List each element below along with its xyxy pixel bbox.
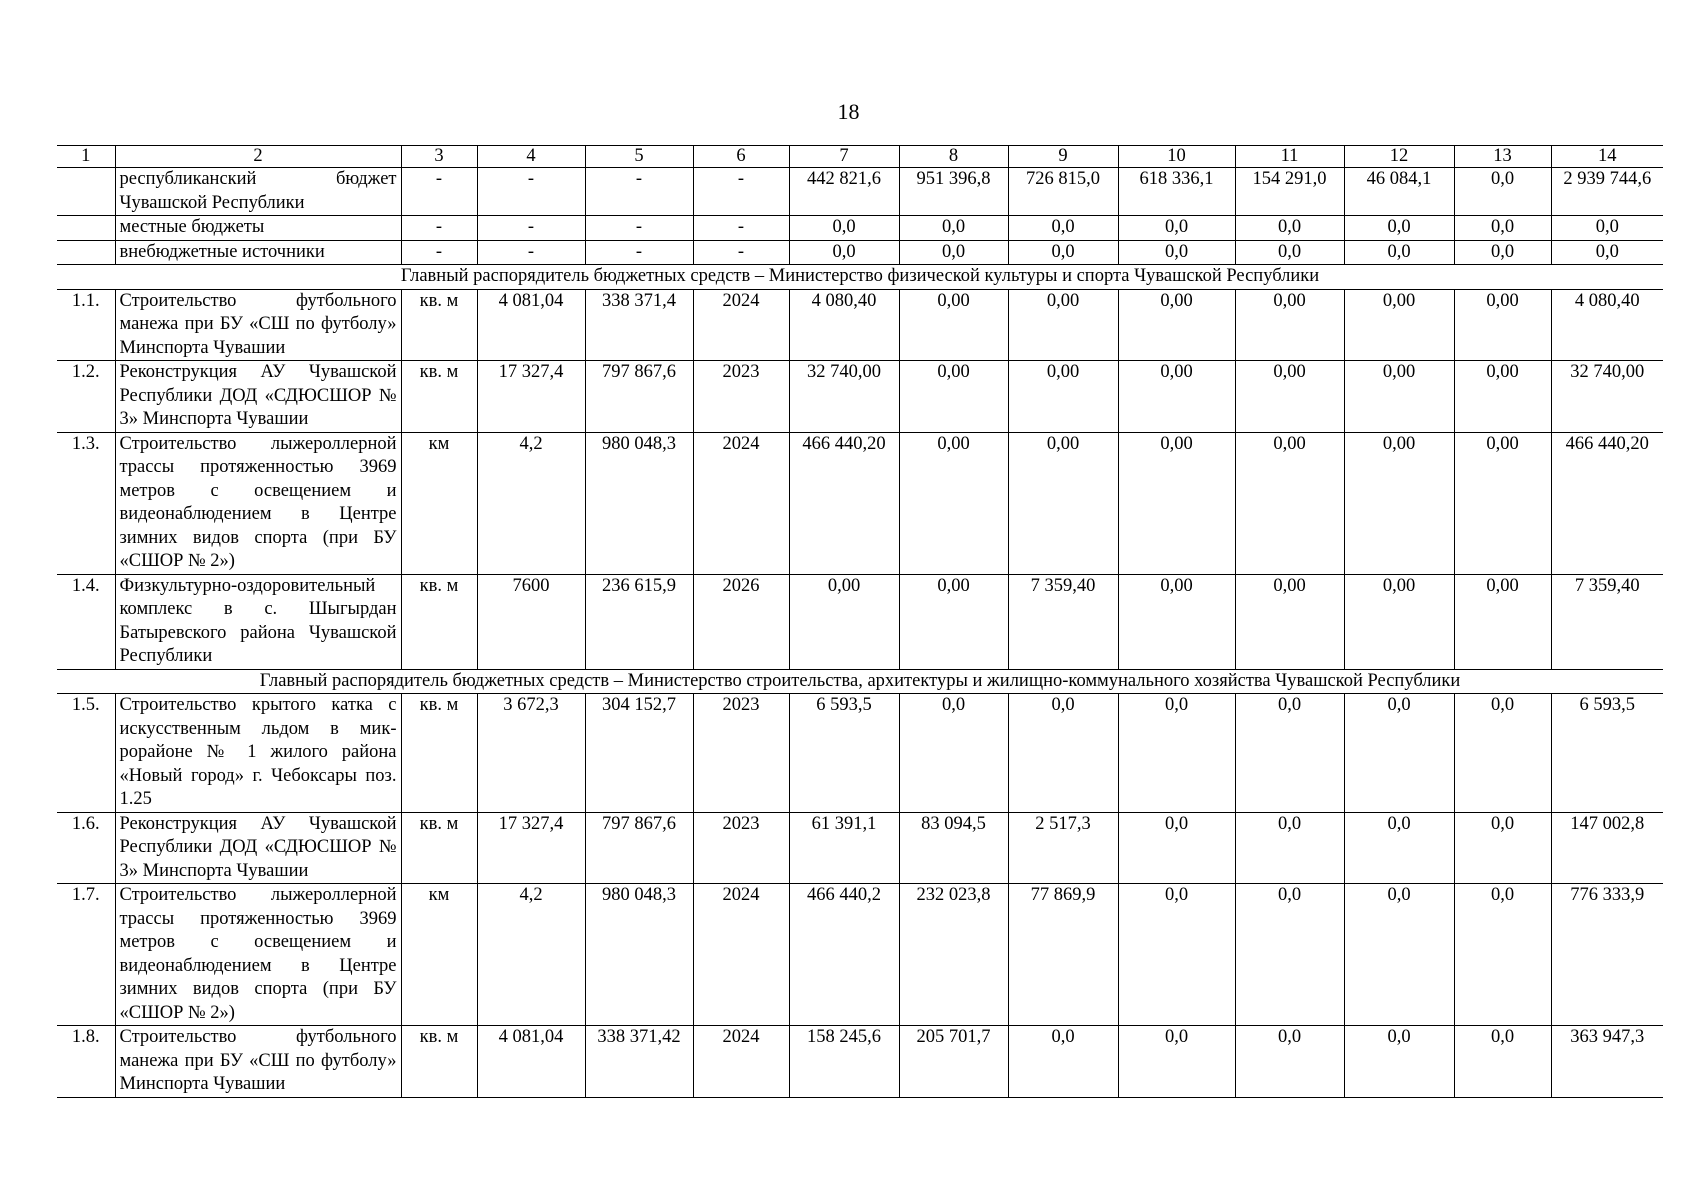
value-cell: 0,00 [1344, 289, 1454, 361]
value-cell: 0,0 [899, 216, 1008, 241]
value-cell: 466 440,20 [789, 432, 899, 574]
value-cell: 0,00 [789, 574, 899, 669]
value-cell: 0,00 [1118, 432, 1235, 574]
value-cell: 0,0 [1008, 240, 1118, 265]
value-cell: 61 391,1 [789, 812, 899, 884]
value-cell: 776 333,9 [1551, 884, 1663, 1026]
column-header-14: 14 [1551, 146, 1663, 168]
object-name: Строительство крытого катка с искусственным льдом в микрорайоне № 1 жилого района «Новый город» г. Чебоксары поз. 1.25 [115, 694, 401, 813]
row-id: 1.6. [57, 812, 115, 884]
value-cell: 32 740,00 [789, 361, 899, 433]
object-name: Реконструкция АУ Чувашской Республики ДОД «СДЮСШОР № 3» Минспорта Чувашии [115, 812, 401, 884]
column-header-4: 4 [477, 146, 585, 168]
table-row [57, 574, 1663, 669]
value-cell: 0,0 [789, 240, 899, 265]
section-heading-row [57, 265, 1663, 290]
value-cell: 0,0 [1454, 694, 1551, 813]
object-name: Строительство лыжероллерной трассы протяженностью 3969 метров с освещением и видеонаблюдением в Центре зимних видов спорта (при БУ «СШОР № 2») [115, 432, 401, 574]
value-cell: 0,00 [1008, 432, 1118, 574]
value-cell: 951 396,8 [899, 168, 1008, 216]
row-id: 1.7. [57, 884, 115, 1026]
value-cell: 0,00 [1118, 361, 1235, 433]
value-cell: 6 593,5 [789, 694, 899, 813]
value-cell: 7 359,40 [1551, 574, 1663, 669]
unit-cell: кв. м [401, 694, 477, 813]
value-cell: 154 291,0 [1235, 168, 1344, 216]
value-cell: 466 440,20 [1551, 432, 1663, 574]
value-cell: 32 740,00 [1551, 361, 1663, 433]
table-body [57, 146, 1663, 1098]
unit-cell: кв. м [401, 361, 477, 433]
value-cell: 147 002,8 [1551, 812, 1663, 884]
object-name: Строительство футбольного манежа при БУ «СШ по футболу» Минспорта Чувашии [115, 289, 401, 361]
value-cell: 0,0 [1118, 884, 1235, 1026]
value-cell: 7 359,40 [1008, 574, 1118, 669]
value-cell: 338 371,42 [585, 1026, 693, 1098]
column-header-8: 8 [899, 146, 1008, 168]
value-cell: - [693, 216, 789, 241]
budget-source-name: местные бюджеты [115, 216, 401, 241]
value-cell: 0,0 [1344, 694, 1454, 813]
value-cell: 0,0 [1235, 216, 1344, 241]
value-cell: 0,00 [1454, 289, 1551, 361]
object-name: Физкультурно-оздоровительный комплекс в с. Шыгырдан Батыревского района Чувашской Республики [115, 574, 401, 669]
value-cell: 0,0 [1454, 216, 1551, 241]
value-cell: 0,0 [1454, 1026, 1551, 1098]
value-cell: 797 867,6 [585, 812, 693, 884]
value-cell: 0,0 [1454, 240, 1551, 265]
budget-table [57, 145, 1663, 1098]
value-cell: 363 947,3 [1551, 1026, 1663, 1098]
value-cell: 618 336,1 [1118, 168, 1235, 216]
value-cell: 304 152,7 [585, 694, 693, 813]
value-cell: 0,00 [1344, 432, 1454, 574]
table-row [57, 361, 1663, 433]
value-cell: 980 048,3 [585, 432, 693, 574]
value-cell: 2024 [693, 1026, 789, 1098]
value-cell: 0,00 [899, 361, 1008, 433]
value-cell: - [401, 168, 477, 216]
unit-cell: кв. м [401, 289, 477, 361]
value-cell: 0,00 [1344, 361, 1454, 433]
value-cell: 0,0 [1008, 1026, 1118, 1098]
value-cell: 4 081,04 [477, 1026, 585, 1098]
value-cell: 2 517,3 [1008, 812, 1118, 884]
section-heading: Главный распорядитель бюджетных средств – Министерство физической культуры и спорта Чувашской Республики [57, 265, 1663, 290]
value-cell: 2024 [693, 432, 789, 574]
value-cell: 6 593,5 [1551, 694, 1663, 813]
unit-cell: кв. м [401, 574, 477, 669]
value-cell: - [585, 240, 693, 265]
value-cell: 338 371,4 [585, 289, 693, 361]
value-cell: - [585, 168, 693, 216]
value-cell: 0,00 [1235, 432, 1344, 574]
table-row [57, 1026, 1663, 1098]
value-cell: 0,0 [1454, 812, 1551, 884]
value-cell: 0,0 [1235, 694, 1344, 813]
unit-cell: кв. м [401, 812, 477, 884]
value-cell: 0,00 [899, 574, 1008, 669]
column-header-10: 10 [1118, 146, 1235, 168]
value-cell: - [477, 168, 585, 216]
value-cell: 0,00 [1008, 289, 1118, 361]
section-heading: Главный распорядитель бюджетных средств – Министерство строительства, архитектуры и жилищно-коммунального хозяйства Чувашской Республики [57, 669, 1663, 694]
value-cell: 0,0 [1235, 1026, 1344, 1098]
object-name: Реконструкция АУ Чувашской Республики ДОД «СДЮСШОР № 3» Минспорта Чувашии [115, 361, 401, 433]
page-number: 18 [837, 99, 860, 124]
row-id: 1.4. [57, 574, 115, 669]
value-cell: 236 615,9 [585, 574, 693, 669]
row-id: 1.2. [57, 361, 115, 433]
value-cell: - [401, 216, 477, 241]
value-cell: 4,2 [477, 884, 585, 1026]
unit-cell: км [401, 432, 477, 574]
column-header-12: 12 [1344, 146, 1454, 168]
value-cell: 726 815,0 [1008, 168, 1118, 216]
column-header-11: 11 [1235, 146, 1344, 168]
column-header-2: 2 [115, 146, 401, 168]
value-cell: 0,0 [1118, 216, 1235, 241]
budget-source-name: внебюджетные источники [115, 240, 401, 265]
value-cell: 0,0 [1008, 694, 1118, 813]
value-cell: 0,0 [1118, 694, 1235, 813]
value-cell: - [401, 240, 477, 265]
value-cell: 0,0 [789, 216, 899, 241]
value-cell: 0,0 [1344, 812, 1454, 884]
value-cell: 3 672,3 [477, 694, 585, 813]
value-cell: 797 867,6 [585, 361, 693, 433]
row-id-cell [57, 168, 115, 216]
value-cell: 46 084,1 [1344, 168, 1454, 216]
value-cell: 17 327,4 [477, 812, 585, 884]
value-cell: 0,00 [1454, 361, 1551, 433]
unit-cell: км [401, 884, 477, 1026]
row-id: 1.1. [57, 289, 115, 361]
value-cell: 2026 [693, 574, 789, 669]
table-row [57, 432, 1663, 574]
value-cell: 158 245,6 [789, 1026, 899, 1098]
value-cell: 0,0 [1454, 884, 1551, 1026]
value-cell: 83 094,5 [899, 812, 1008, 884]
column-header-13: 13 [1454, 146, 1551, 168]
value-cell: 2024 [693, 289, 789, 361]
column-header-3: 3 [401, 146, 477, 168]
value-cell: 0,0 [899, 240, 1008, 265]
table-row [57, 884, 1663, 1026]
value-cell: 0,0 [1118, 240, 1235, 265]
value-cell: 0,0 [1344, 1026, 1454, 1098]
row-id-cell [57, 240, 115, 265]
budget-source-row [57, 168, 1663, 216]
column-header-1: 1 [57, 146, 115, 168]
value-cell: 0,00 [1235, 574, 1344, 669]
value-cell: 0,0 [1118, 812, 1235, 884]
row-id: 1.8. [57, 1026, 115, 1098]
value-cell: - [693, 240, 789, 265]
value-cell: 0,0 [1551, 240, 1663, 265]
value-cell: 0,0 [1454, 168, 1551, 216]
value-cell: 205 701,7 [899, 1026, 1008, 1098]
value-cell: 0,00 [899, 432, 1008, 574]
row-id: 1.3. [57, 432, 115, 574]
value-cell: 4 080,40 [1551, 289, 1663, 361]
unit-cell: кв. м [401, 1026, 477, 1098]
value-cell: 442 821,6 [789, 168, 899, 216]
value-cell: 0,00 [1118, 574, 1235, 669]
value-cell: 0,00 [1235, 361, 1344, 433]
value-cell: 2 939 744,6 [1551, 168, 1663, 216]
value-cell: 7600 [477, 574, 585, 669]
value-cell: 0,0 [1344, 216, 1454, 241]
column-header-9: 9 [1008, 146, 1118, 168]
value-cell: 0,00 [1235, 289, 1344, 361]
value-cell: 2023 [693, 361, 789, 433]
value-cell: 17 327,4 [477, 361, 585, 433]
column-header-5: 5 [585, 146, 693, 168]
value-cell: 0,00 [1118, 289, 1235, 361]
value-cell: 0,0 [1235, 240, 1344, 265]
table-row [57, 289, 1663, 361]
row-id: 1.5. [57, 694, 115, 813]
value-cell: 466 440,2 [789, 884, 899, 1026]
column-number-row [57, 146, 1663, 168]
value-cell: - [585, 216, 693, 241]
value-cell: 0,0 [899, 694, 1008, 813]
value-cell: 0,00 [1454, 574, 1551, 669]
object-name: Строительство лыжероллерной трассы протяженностью 3969 метров с освещением и видеонаблюдением в Центре зимних видов спорта (при БУ «СШОР № 2») [115, 884, 401, 1026]
budget-source-row [57, 216, 1663, 241]
value-cell: 2024 [693, 884, 789, 1026]
value-cell: 0,00 [1454, 432, 1551, 574]
value-cell: 0,0 [1344, 884, 1454, 1026]
value-cell: 0,0 [1344, 240, 1454, 265]
budget-source-name: республиканский бюджет Чувашской Республики [115, 168, 401, 216]
budget-source-row [57, 240, 1663, 265]
value-cell: 0,00 [1344, 574, 1454, 669]
value-cell: 77 869,9 [1008, 884, 1118, 1026]
value-cell: 4,2 [477, 432, 585, 574]
value-cell: 2023 [693, 812, 789, 884]
value-cell: 4 080,40 [789, 289, 899, 361]
value-cell: - [693, 168, 789, 216]
value-cell: - [477, 216, 585, 241]
value-cell: 2023 [693, 694, 789, 813]
value-cell: 232 023,8 [899, 884, 1008, 1026]
table-row [57, 694, 1663, 813]
value-cell: 0,0 [1551, 216, 1663, 241]
value-cell: 0,0 [1118, 1026, 1235, 1098]
column-header-7: 7 [789, 146, 899, 168]
value-cell: 0,00 [899, 289, 1008, 361]
value-cell: 980 048,3 [585, 884, 693, 1026]
section-heading-row [57, 669, 1663, 694]
object-name: Строительство футбольного манежа при БУ «СШ по футболу» Минспорта Чувашии [115, 1026, 401, 1098]
value-cell: 0,0 [1235, 884, 1344, 1026]
row-id-cell [57, 216, 115, 241]
value-cell: - [477, 240, 585, 265]
value-cell: 0,0 [1235, 812, 1344, 884]
value-cell: 0,00 [1008, 361, 1118, 433]
value-cell: 4 081,04 [477, 289, 585, 361]
table-row [57, 812, 1663, 884]
column-header-6: 6 [693, 146, 789, 168]
value-cell: 0,0 [1008, 216, 1118, 241]
